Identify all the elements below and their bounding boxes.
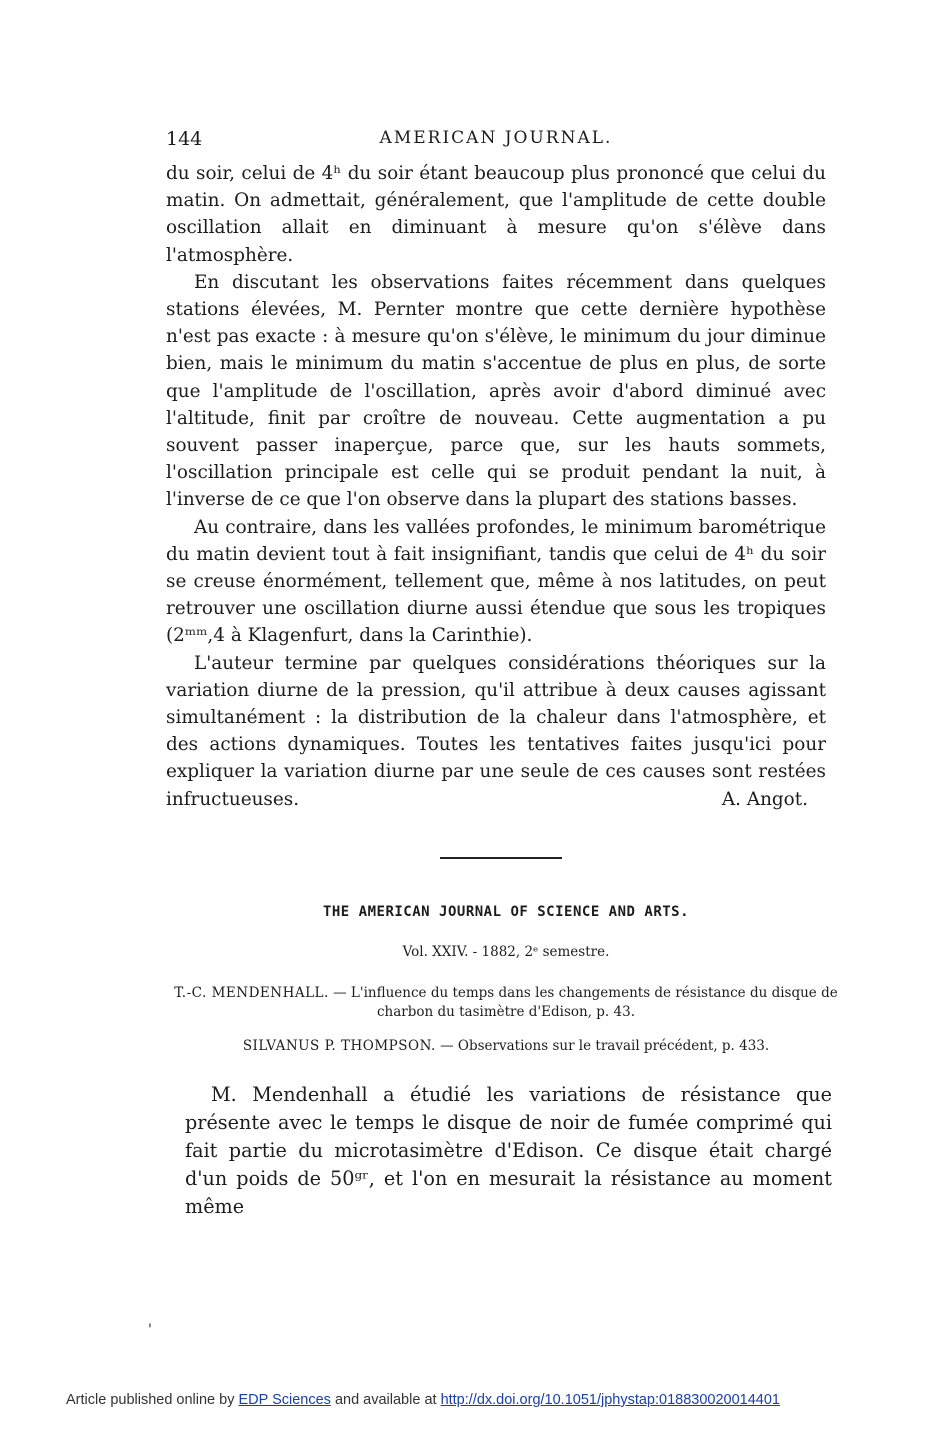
paragraph: M. Mendenhall a étudié les variations de résistance que présente avec le temps le disque de noir de fumée comprimé qui fait partie du microtasimètre d'Edison. Ce disque était chargé d'un poids de 50ᵍʳ, et l'on en mesurait la résistance au moment même [185, 1083, 832, 1218]
volume-line: Vol. XXIV. - 1882, 2ᵉ semestre. [402, 944, 610, 960]
article-one-body [166, 160, 826, 813]
paragraph-text: L'auteur termine par quelques considérations théoriques sur la variation diurne de la pression, qu'il attribue à deux causes agissant simultanément : la distribution de la chaleur dans l'atmosphère, et des actions dynamiques. Toutes les tentatives faites jusqu'ici pour expliquer la variation diurne par une seule de ces causes sont restées infructueuses. [166, 652, 826, 810]
reference-author: SILVANUS P. THOMPSON. [242, 1038, 436, 1054]
article-two-body [185, 1081, 832, 1221]
publisher-link[interactable]: EDP Sciences [238, 1392, 331, 1408]
stray-mark: ' [148, 1322, 152, 1338]
paragraph: En discutant les observations faites récemment dans quelques stations élevées, M. Pernter montre que cette dernière hypothèse n'est pas exacte : à mesure qu'on s'élève, le minimum du jour diminue bien, mais le minimum du matin s'accentue de plus en plus, de sorte que l'amplitude de l'oscillation, après avoir d'abord diminué avec l'altitude, finit par croître de nouveau. Cette augmentation a pu souvent passer inaperçue, parce que, sur les hauts sommets, l'oscillation principale est celle qui se produit pendant la nuit, à l'inverse de ce que l'on observe dans la plupart des stations basses. [166, 271, 826, 511]
section-title: THE AMERICAN JOURNAL OF SCIENCE AND ARTS. [322, 904, 690, 920]
footer-middle: and available at [334, 1392, 437, 1408]
section-divider [440, 857, 562, 859]
paragraph: du soir, celui de 4ʰ du soir étant beaucoup plus prononcé que celui du matin. On admettait, généralement, que l'amplitude de cette double oscillation allait en diminuant à mesure qu'on s'élève dans l'atmosphère. [166, 163, 826, 266]
doi-link[interactable]: http://dx.doi.org/10.1051/jphystap:018830020014401 [440, 1392, 780, 1408]
paragraph: Au contraire, dans les vallées profondes, le minimum barométrique du matin devient tout à fait insignifiant, tandis que celui de 4ʰ du soir se creuse énormément, tellement que, même à nos latitudes, on peut retrouver une oscillation diurne aussi étendue que sous les tropiques (2ᵐᵐ,4 à Klagenfurt, dans la Carinthie). [166, 516, 826, 647]
reference-entry [166, 1037, 846, 1056]
running-head: AMERICAN JOURNAL. [379, 128, 613, 148]
author-signature: A. Angot. [721, 788, 808, 810]
reference-entry [166, 984, 846, 1022]
reference-author: T.-C. MENDENHALL. [174, 985, 329, 1001]
publication-footer [66, 1392, 866, 1408]
page-number: 144 [166, 128, 203, 150]
footer-prefix: Article published online by [66, 1392, 235, 1408]
page-header [166, 128, 826, 152]
reference-text: — L'influence du temps dans les changements de résistance du disque de charbon du tasimètre d'Edison, p. 43. [333, 985, 838, 1020]
paragraph [166, 650, 826, 813]
reference-text: — Observations sur le travail précédent, p. 433. [440, 1038, 770, 1054]
